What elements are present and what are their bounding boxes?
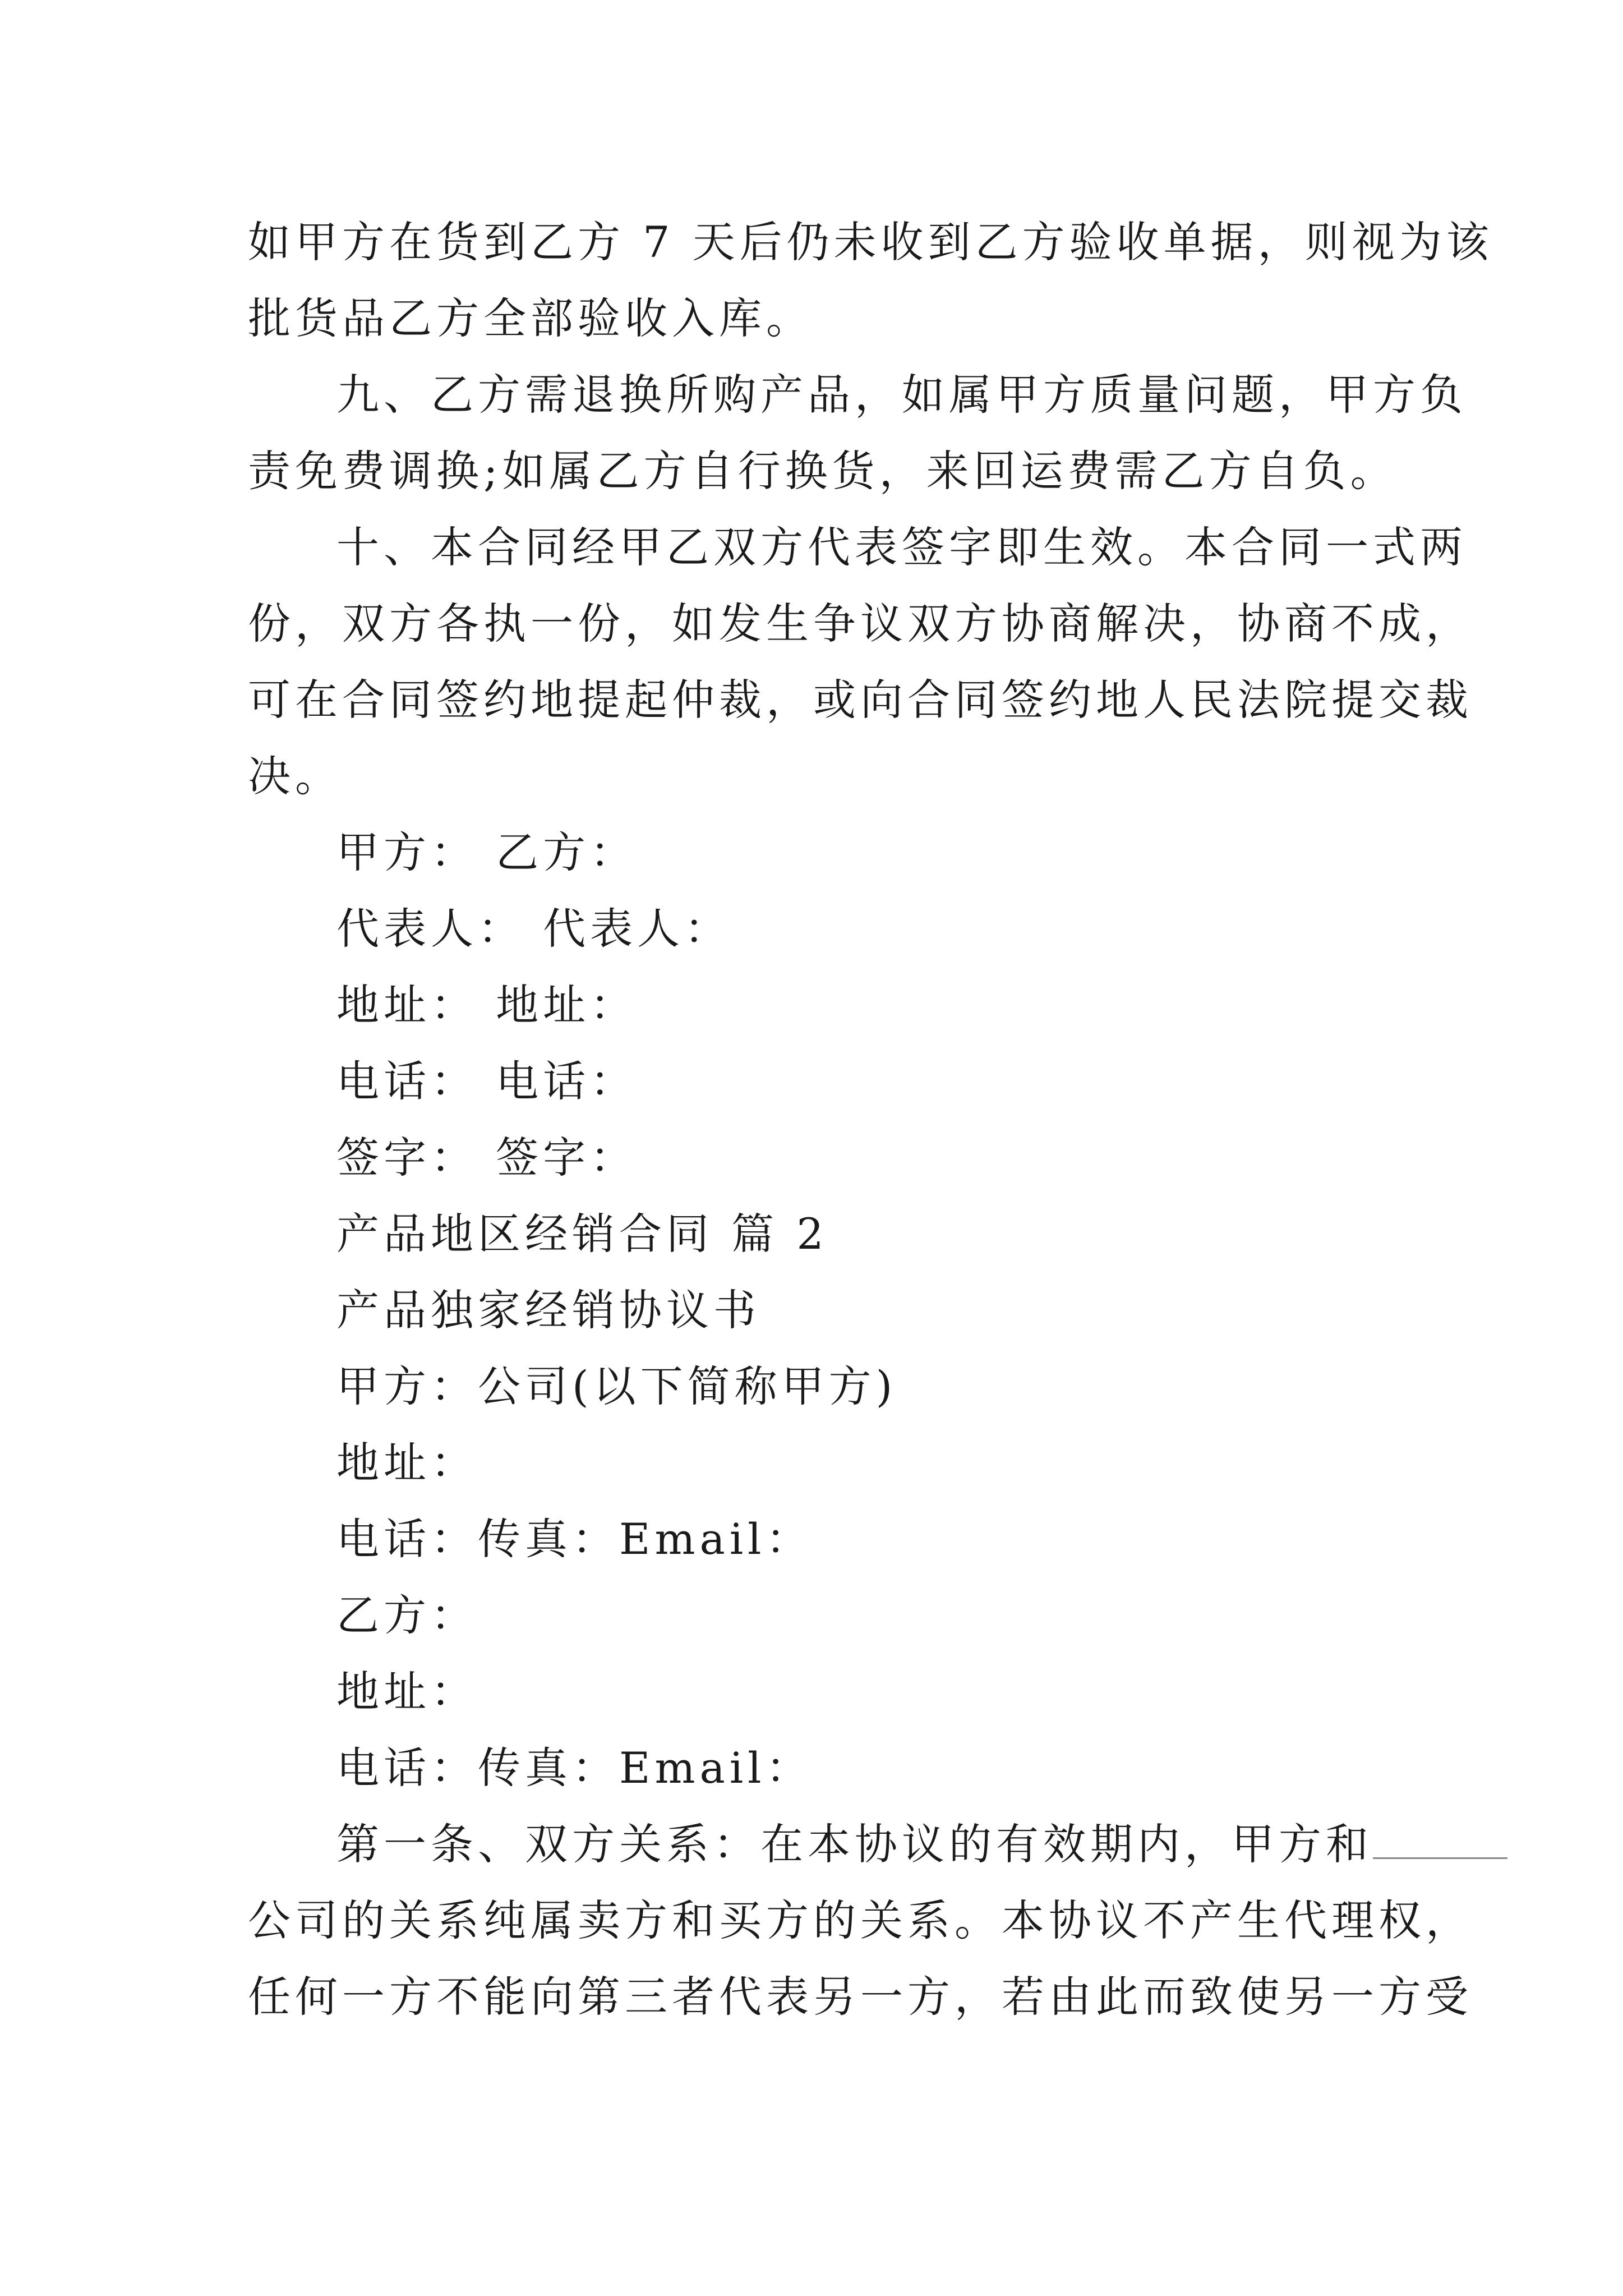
party-a-address: 地址： (336, 1438, 478, 1488)
article-one-text: 第一条、双方关系：在本协议的有效期内，甲方和 (336, 1819, 1373, 1869)
paragraph-line: 责免费调换;如属乙方自行换货，来回运费需乙方自负。 (248, 446, 1398, 496)
party-a-line: 甲方：公司(以下简称甲方) (336, 1361, 897, 1411)
signature-party-line: 甲方： 乙方： (336, 827, 638, 877)
party-b-address: 地址： (336, 1667, 478, 1717)
paragraph-line: 决。 (248, 751, 342, 801)
agreement-title: 产品独家经销协议书 (336, 1285, 760, 1335)
clause-nine-line: 九、乙方需退换所购产品，如属甲方质量问题，甲方负 (336, 370, 1467, 420)
party-b-line: 乙方： (336, 1590, 478, 1640)
signature-address-line: 地址： 地址： (336, 980, 638, 1030)
party-b-contact: 电话：传真：Email： (336, 1743, 813, 1793)
signature-sign-line: 签字： 签字： (336, 1133, 638, 1182)
paragraph-line: 批货品乙方全部验收入库。 (248, 293, 813, 343)
signature-representative-line: 代表人： 代表人： (336, 904, 732, 954)
paragraph-line: 任何一方不能向第三者代表另一方，若由此而致使另一方受 (248, 1972, 1473, 2022)
signature-phone-line: 电话： 电话： (336, 1056, 638, 1106)
article-one-line (336, 1816, 1507, 1872)
paragraph-line: 公司的关系纯属卖方和买方的关系。本协议不产生代理权， (248, 1895, 1473, 1945)
paragraph-line: 如甲方在货到乙方 7 天后仍未收到乙方验收单据，则视为该 (248, 217, 1493, 267)
paragraph-line: 可在合同签约地提起仲裁，或向合同签约地人民法院提交裁 (248, 675, 1473, 725)
section-heading: 产品地区经销合同 篇 2 (336, 1209, 828, 1259)
blank-underline (1373, 1817, 1507, 1859)
party-a-contact: 电话：传真：Email： (336, 1514, 813, 1564)
clause-ten-line: 十、本合同经甲乙双方代表签字即生效。本合同一式两 (336, 522, 1467, 572)
paragraph-line: 份，双方各执一份，如发生争议双方协商解决，协商不成， (248, 599, 1473, 648)
